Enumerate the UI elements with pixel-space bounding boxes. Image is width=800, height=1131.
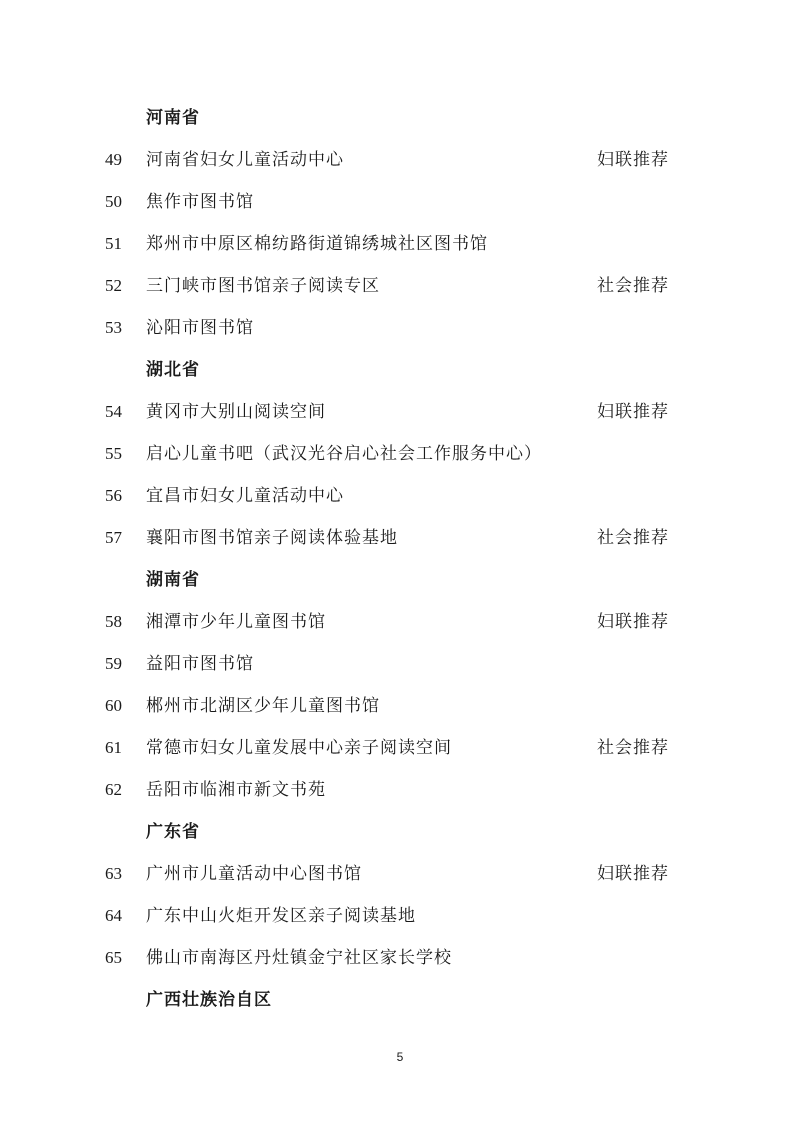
item-number: 62 xyxy=(105,780,122,799)
item-number: 63 xyxy=(105,864,122,883)
item-number: 52 xyxy=(105,276,122,295)
item-number: 56 xyxy=(105,486,122,505)
province-name: 河南省 xyxy=(146,108,200,128)
list-item xyxy=(0,397,800,427)
item-recommendation: 妇联推荐 xyxy=(597,402,669,422)
item-name: 广东中山火炬开发区亲子阅读基地 xyxy=(146,906,416,926)
list-item xyxy=(0,943,800,973)
item-recommendation: 社会推荐 xyxy=(597,738,669,758)
item-number: 54 xyxy=(105,402,122,421)
list-item xyxy=(0,901,800,931)
item-number: 61 xyxy=(105,738,122,757)
province-name: 广西壮族治自区 xyxy=(146,990,272,1010)
item-recommendation: 社会推荐 xyxy=(597,528,669,548)
item-recommendation: 妇联推荐 xyxy=(597,150,669,170)
province-name: 广东省 xyxy=(146,822,200,842)
province-name: 湖南省 xyxy=(146,570,200,590)
item-number: 64 xyxy=(105,906,122,925)
list-item xyxy=(0,271,800,301)
item-name: 宜昌市妇女儿童活动中心 xyxy=(146,486,344,506)
province-heading xyxy=(0,985,800,1015)
province-heading xyxy=(0,817,800,847)
item-name: 佛山市南海区丹灶镇金宁社区家长学校 xyxy=(146,948,452,968)
list-item xyxy=(0,859,800,889)
item-number: 51 xyxy=(105,234,122,253)
item-name: 襄阳市图书馆亲子阅读体验基地 xyxy=(146,528,398,548)
item-name: 广州市儿童活动中心图书馆 xyxy=(146,864,362,884)
item-name: 启心儿童书吧（武汉光谷启心社会工作服务中心） xyxy=(146,444,542,464)
list-item xyxy=(0,187,800,217)
item-name: 河南省妇女儿童活动中心 xyxy=(146,150,344,170)
item-name: 益阳市图书馆 xyxy=(146,654,254,674)
item-name: 三门峡市图书馆亲子阅读专区 xyxy=(146,276,380,296)
item-number: 65 xyxy=(105,948,122,967)
item-number: 55 xyxy=(105,444,122,463)
item-name: 湘潭市少年儿童图书馆 xyxy=(146,612,326,632)
item-name: 黄冈市大别山阅读空间 xyxy=(146,402,326,422)
item-name: 常德市妇女儿童发展中心亲子阅读空间 xyxy=(146,738,452,758)
item-recommendation: 妇联推荐 xyxy=(597,864,669,884)
item-number: 60 xyxy=(105,696,122,715)
list-item xyxy=(0,649,800,679)
item-number: 49 xyxy=(105,150,122,169)
list-item xyxy=(0,481,800,511)
list-item xyxy=(0,691,800,721)
list-item xyxy=(0,607,800,637)
item-recommendation: 社会推荐 xyxy=(597,276,669,296)
item-number: 53 xyxy=(105,318,122,337)
list-item xyxy=(0,145,800,175)
list-item xyxy=(0,229,800,259)
item-name: 焦作市图书馆 xyxy=(146,192,254,212)
province-heading xyxy=(0,565,800,595)
item-name: 岳阳市临湘市新文书苑 xyxy=(146,780,326,800)
page-number: 5 xyxy=(396,1050,404,1064)
item-number: 59 xyxy=(105,654,122,673)
province-name: 湖北省 xyxy=(146,360,200,380)
item-number: 50 xyxy=(105,192,122,211)
list-item xyxy=(0,523,800,553)
list-item xyxy=(0,733,800,763)
item-name: 郴州市北湖区少年儿童图书馆 xyxy=(146,696,380,716)
province-heading xyxy=(0,103,800,133)
list-item xyxy=(0,775,800,805)
item-name: 沁阳市图书馆 xyxy=(146,318,254,338)
item-number: 58 xyxy=(105,612,122,631)
province-heading xyxy=(0,355,800,385)
item-number: 57 xyxy=(105,528,122,547)
item-recommendation: 妇联推荐 xyxy=(597,612,669,632)
list-item xyxy=(0,439,800,469)
list-item xyxy=(0,313,800,343)
item-name: 郑州市中原区棉纺路街道锦绣城社区图书馆 xyxy=(146,234,488,254)
